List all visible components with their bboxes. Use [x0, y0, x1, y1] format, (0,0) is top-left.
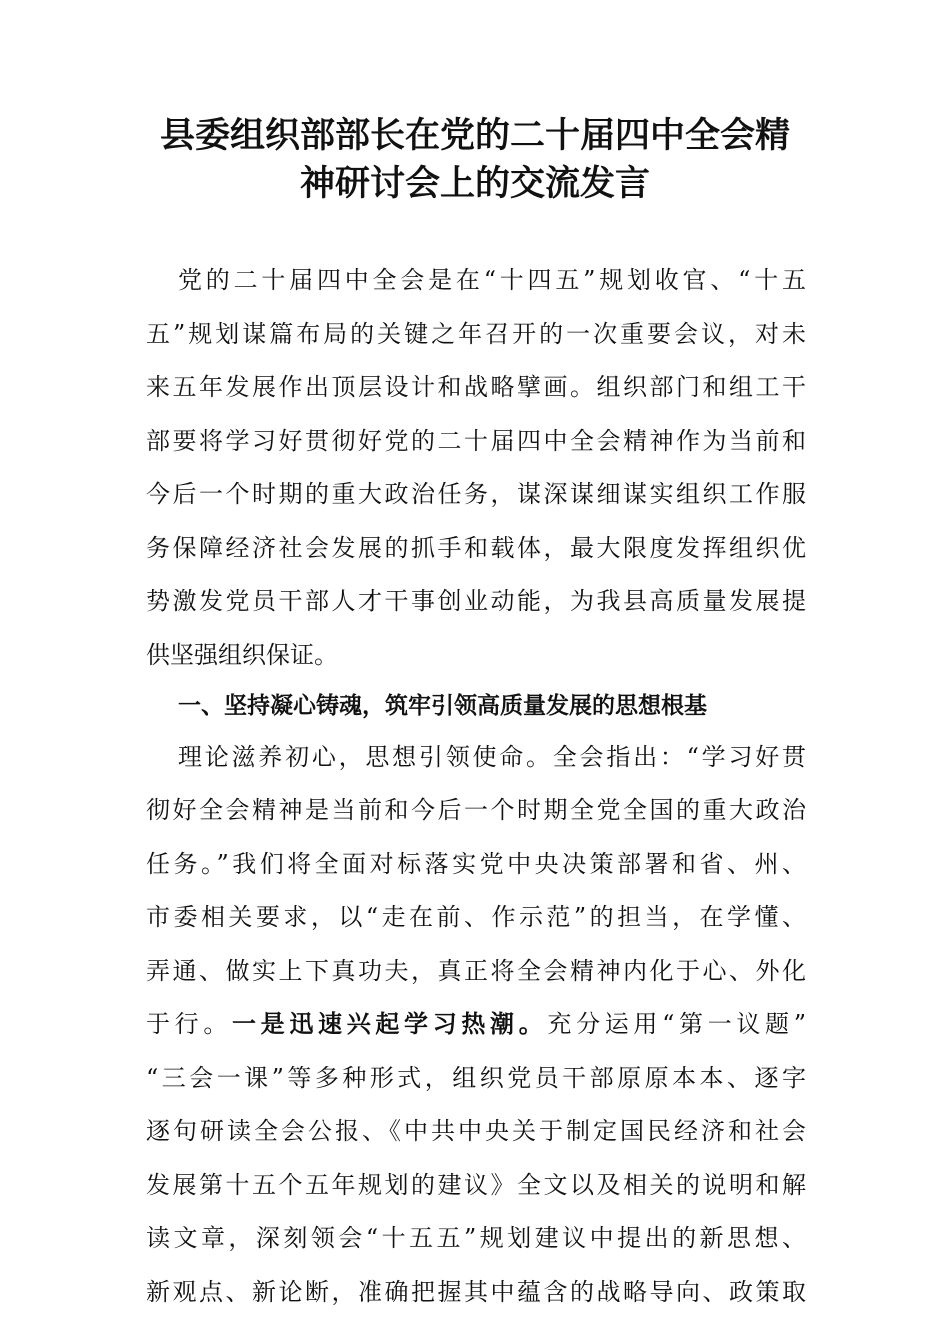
paragraph-line: 新观点、新论断，准确把握其中蕴含的战略导向、政策取	[146, 1278, 806, 1306]
paragraph-line: 五”规划谋篇布局的关键之年召开的一次重要会议，对未	[146, 320, 806, 348]
paragraph-line: 来五年发展作出顶层设计和战略擘画。组织部门和组工干	[146, 373, 806, 401]
text-run: 于行。	[146, 1010, 233, 1038]
paragraph-line: 理论滋养初心，思想引领使命。全会指出：“学习好贯	[178, 743, 806, 771]
paragraph-line: 读文章，深刻领会“十五五”规划建议中提出的新思想、	[146, 1224, 806, 1252]
section-heading: 一、坚持凝心铸魂，筑牢引领高质量发展的思想根基	[178, 693, 707, 719]
bold-lead-phrase: 一是迅速兴起学习热潮。	[232, 1010, 548, 1038]
paragraph-line: 部要将学习好贯彻好党的二十届四中全会精神作为当前和	[146, 427, 806, 455]
paragraph-line: 逐句研读全会公报、《中共中央关于制定国民经济和社会	[146, 1117, 806, 1145]
paragraph-line: 供坚强组织保证。	[146, 641, 338, 669]
paragraph-line: 务保障经济社会发展的抓手和载体，最大限度发挥组织优	[146, 534, 806, 562]
paragraph-line: 势激发党员干部人才干事创业动能，为我县高质量发展提	[146, 587, 806, 615]
paragraph-line-mixed	[146, 1007, 806, 1041]
paragraph-line: 任务。”我们将全面对标落实党中央决策部署和省、州、	[146, 850, 806, 878]
paragraph-line: 今后一个时期的重大政治任务，谋深谋细谋实组织工作服	[146, 480, 806, 508]
document-title-line-2: 神研讨会上的交流发言	[299, 163, 650, 204]
document-title-line-1: 县委组织部部长在党的二十届四中全会精	[159, 115, 790, 156]
paragraph-line: “三会一课”等多种形式，组织党员干部原原本本、逐字	[146, 1064, 806, 1092]
paragraph-line: 彻好全会精神是当前和今后一个时期全党全国的重大政治	[146, 796, 806, 824]
paragraph-line: 党的二十届四中全会是在“十四五”规划收官、“十五	[178, 266, 806, 294]
paragraph-line: 弄通、做实上下真功夫，真正将全会精神内化于心、外化	[146, 957, 806, 985]
text-run: 充分运用“第一议题”	[547, 1010, 806, 1038]
paragraph-line: 发展第十五个五年规划的建议》全文以及相关的说明和解	[146, 1171, 806, 1199]
paragraph-line: 市委相关要求，以“走在前、作示范”的担当，在学懂、	[146, 903, 806, 931]
